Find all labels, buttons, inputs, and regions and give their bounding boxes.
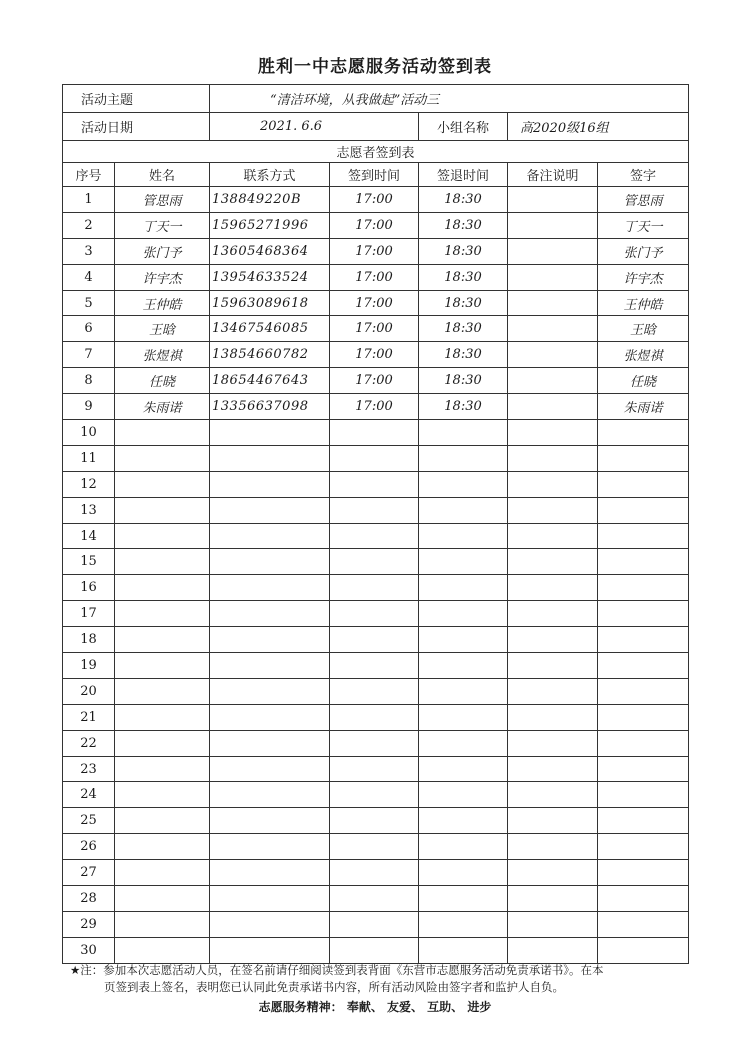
row-remark bbox=[508, 730, 598, 756]
table-row bbox=[63, 704, 689, 730]
row-remark bbox=[508, 187, 598, 213]
row-name bbox=[115, 653, 210, 679]
row-remark bbox=[508, 834, 598, 860]
row-signature bbox=[598, 471, 689, 497]
row-seq: 15 bbox=[63, 549, 115, 575]
row-checkout-time bbox=[419, 575, 508, 601]
section-title: 志愿者签到表 bbox=[63, 141, 689, 163]
date-label: 活动日期 bbox=[63, 113, 210, 141]
row-seq: 21 bbox=[63, 704, 115, 730]
table-row bbox=[63, 290, 689, 316]
row-seq: 24 bbox=[63, 782, 115, 808]
row-signature: 许宇杰 bbox=[598, 264, 689, 290]
row-seq: 30 bbox=[63, 937, 115, 963]
row-name bbox=[115, 678, 210, 704]
row-seq: 26 bbox=[63, 834, 115, 860]
table-row bbox=[63, 886, 689, 912]
row-checkin-time: 17:00 bbox=[330, 238, 419, 264]
row-signature: 管思雨 bbox=[598, 187, 689, 213]
row-phone: 13954633524 bbox=[210, 264, 330, 290]
header-row bbox=[63, 163, 689, 187]
header-seq: 序号 bbox=[63, 163, 115, 187]
row-name bbox=[115, 886, 210, 912]
row-name bbox=[115, 627, 210, 653]
row-checkout-time: 18:30 bbox=[419, 394, 508, 420]
date-row bbox=[63, 113, 689, 141]
row-seq: 5 bbox=[63, 290, 115, 316]
row-remark bbox=[508, 782, 598, 808]
table-row bbox=[63, 782, 689, 808]
row-checkin-time: 17:00 bbox=[330, 290, 419, 316]
row-name bbox=[115, 549, 210, 575]
row-remark bbox=[508, 937, 598, 963]
row-checkout-time: 18:30 bbox=[419, 238, 508, 264]
row-signature bbox=[598, 704, 689, 730]
row-checkout-time bbox=[419, 911, 508, 937]
row-checkout-time bbox=[419, 834, 508, 860]
row-checkin-time bbox=[330, 730, 419, 756]
row-signature: 任晓 bbox=[598, 368, 689, 394]
row-checkin-time bbox=[330, 497, 419, 523]
row-remark bbox=[508, 264, 598, 290]
row-checkout-time bbox=[419, 756, 508, 782]
row-checkout-time: 18:30 bbox=[419, 316, 508, 342]
row-signature bbox=[598, 445, 689, 471]
row-seq: 22 bbox=[63, 730, 115, 756]
row-phone: 13467546085 bbox=[210, 316, 330, 342]
row-name: 朱雨诺 bbox=[115, 394, 210, 420]
row-signature bbox=[598, 782, 689, 808]
row-checkin-time bbox=[330, 704, 419, 730]
row-phone bbox=[210, 704, 330, 730]
row-phone: 13356637098 bbox=[210, 394, 330, 420]
row-name bbox=[115, 808, 210, 834]
row-checkout-time bbox=[419, 601, 508, 627]
row-checkin-time bbox=[330, 860, 419, 886]
row-name bbox=[115, 937, 210, 963]
row-phone: 13605468364 bbox=[210, 238, 330, 264]
row-seq: 6 bbox=[63, 316, 115, 342]
topic-row bbox=[63, 85, 689, 113]
row-remark bbox=[508, 445, 598, 471]
row-seq: 27 bbox=[63, 860, 115, 886]
topic-label: 活动主题 bbox=[63, 85, 210, 113]
row-checkout-time: 18:30 bbox=[419, 264, 508, 290]
row-signature bbox=[598, 653, 689, 679]
note-line-2: 页签到表上签名，表明您已认同此免责承诺书内容，所有活动风险由签字者和监护人自负。 bbox=[104, 980, 564, 994]
row-seq: 13 bbox=[63, 497, 115, 523]
table-row bbox=[63, 860, 689, 886]
row-name bbox=[115, 445, 210, 471]
table-row bbox=[63, 730, 689, 756]
row-phone bbox=[210, 497, 330, 523]
row-signature bbox=[598, 523, 689, 549]
row-phone bbox=[210, 886, 330, 912]
row-checkout-time: 18:30 bbox=[419, 342, 508, 368]
group-value: 高2020级16组 bbox=[508, 113, 689, 141]
row-phone bbox=[210, 860, 330, 886]
row-seq: 12 bbox=[63, 471, 115, 497]
header-remark: 备注说明 bbox=[508, 163, 598, 187]
row-signature bbox=[598, 730, 689, 756]
row-phone: 15965271996 bbox=[210, 212, 330, 238]
row-phone bbox=[210, 420, 330, 446]
row-phone bbox=[210, 937, 330, 963]
row-signature bbox=[598, 834, 689, 860]
row-name: 王晗 bbox=[115, 316, 210, 342]
row-name: 王仲皓 bbox=[115, 290, 210, 316]
row-name: 许宇杰 bbox=[115, 264, 210, 290]
row-seq: 1 bbox=[63, 187, 115, 213]
row-signature bbox=[598, 420, 689, 446]
row-phone bbox=[210, 653, 330, 679]
row-checkin-time bbox=[330, 756, 419, 782]
header-checkout: 签退时间 bbox=[419, 163, 508, 187]
row-remark bbox=[508, 368, 598, 394]
row-signature: 张门予 bbox=[598, 238, 689, 264]
table-row bbox=[63, 368, 689, 394]
row-checkout-time bbox=[419, 937, 508, 963]
row-checkin-time bbox=[330, 627, 419, 653]
table-row bbox=[63, 523, 689, 549]
row-signature: 王晗 bbox=[598, 316, 689, 342]
row-checkout-time bbox=[419, 860, 508, 886]
row-checkin-time: 17:00 bbox=[330, 368, 419, 394]
row-checkout-time bbox=[419, 497, 508, 523]
row-signature bbox=[598, 601, 689, 627]
row-checkout-time bbox=[419, 627, 508, 653]
table-row bbox=[63, 316, 689, 342]
row-signature bbox=[598, 886, 689, 912]
row-phone bbox=[210, 523, 330, 549]
row-phone bbox=[210, 911, 330, 937]
table-row bbox=[63, 445, 689, 471]
row-signature bbox=[598, 497, 689, 523]
row-phone bbox=[210, 834, 330, 860]
row-checkin-time: 17:00 bbox=[330, 316, 419, 342]
table-row bbox=[63, 342, 689, 368]
row-remark bbox=[508, 497, 598, 523]
row-checkin-time bbox=[330, 471, 419, 497]
row-checkin-time: 17:00 bbox=[330, 212, 419, 238]
row-phone: 138849220B bbox=[210, 187, 330, 213]
row-checkout-time bbox=[419, 886, 508, 912]
row-checkout-time bbox=[419, 782, 508, 808]
table-row bbox=[63, 420, 689, 446]
section-title-row bbox=[63, 141, 689, 163]
row-name bbox=[115, 497, 210, 523]
row-remark bbox=[508, 342, 598, 368]
row-remark bbox=[508, 756, 598, 782]
row-checkin-time bbox=[330, 445, 419, 471]
row-name bbox=[115, 756, 210, 782]
row-checkin-time bbox=[330, 523, 419, 549]
row-seq: 29 bbox=[63, 911, 115, 937]
row-phone bbox=[210, 782, 330, 808]
row-name: 丁天一 bbox=[115, 212, 210, 238]
table-row bbox=[63, 911, 689, 937]
header-sign: 签字 bbox=[598, 163, 689, 187]
row-seq: 25 bbox=[63, 808, 115, 834]
row-checkin-time: 17:00 bbox=[330, 187, 419, 213]
row-remark bbox=[508, 653, 598, 679]
row-remark bbox=[508, 678, 598, 704]
row-remark bbox=[508, 394, 598, 420]
table-row bbox=[63, 678, 689, 704]
row-signature bbox=[598, 678, 689, 704]
table-row bbox=[63, 937, 689, 963]
row-signature bbox=[598, 575, 689, 601]
row-remark bbox=[508, 212, 598, 238]
row-name: 任晓 bbox=[115, 368, 210, 394]
row-checkin-time: 17:00 bbox=[330, 342, 419, 368]
row-checkin-time bbox=[330, 937, 419, 963]
row-checkin-time bbox=[330, 575, 419, 601]
row-name bbox=[115, 860, 210, 886]
row-checkin-time bbox=[330, 834, 419, 860]
row-seq: 14 bbox=[63, 523, 115, 549]
row-signature bbox=[598, 808, 689, 834]
row-signature bbox=[598, 937, 689, 963]
row-checkin-time bbox=[330, 678, 419, 704]
header-name: 姓名 bbox=[115, 163, 210, 187]
row-remark bbox=[508, 420, 598, 446]
row-phone bbox=[210, 471, 330, 497]
row-checkout-time: 18:30 bbox=[419, 290, 508, 316]
row-checkout-time bbox=[419, 678, 508, 704]
row-checkout-time bbox=[419, 808, 508, 834]
row-checkout-time: 18:30 bbox=[419, 212, 508, 238]
row-seq: 7 bbox=[63, 342, 115, 368]
row-phone bbox=[210, 808, 330, 834]
table-row bbox=[63, 575, 689, 601]
table-row bbox=[63, 627, 689, 653]
row-phone bbox=[210, 678, 330, 704]
table-row bbox=[63, 212, 689, 238]
row-phone bbox=[210, 445, 330, 471]
note-line-1: ★注：参加本次志愿活动人员，在签名前请仔细阅读签到表背面《东营市志愿服务活动免责承诺书》。在本 bbox=[70, 963, 604, 977]
row-checkin-time bbox=[330, 911, 419, 937]
row-seq: 9 bbox=[63, 394, 115, 420]
signin-table bbox=[62, 84, 689, 964]
row-signature: 王仲皓 bbox=[598, 290, 689, 316]
row-remark bbox=[508, 860, 598, 886]
row-phone bbox=[210, 627, 330, 653]
page-title: 胜利一中志愿服务活动签到表 bbox=[258, 57, 492, 77]
row-name bbox=[115, 834, 210, 860]
header-contact: 联系方式 bbox=[210, 163, 330, 187]
row-seq: 20 bbox=[63, 678, 115, 704]
row-checkout-time bbox=[419, 704, 508, 730]
row-remark bbox=[508, 575, 598, 601]
table-row bbox=[63, 187, 689, 213]
row-name: 张门予 bbox=[115, 238, 210, 264]
row-name bbox=[115, 471, 210, 497]
row-name bbox=[115, 575, 210, 601]
row-signature bbox=[598, 627, 689, 653]
row-name bbox=[115, 911, 210, 937]
row-name bbox=[115, 730, 210, 756]
row-checkout-time bbox=[419, 523, 508, 549]
row-signature: 张煜祺 bbox=[598, 342, 689, 368]
row-seq: 3 bbox=[63, 238, 115, 264]
row-name: 张煜祺 bbox=[115, 342, 210, 368]
table-row bbox=[63, 264, 689, 290]
row-checkout-time: 18:30 bbox=[419, 368, 508, 394]
row-checkin-time bbox=[330, 886, 419, 912]
row-checkin-time bbox=[330, 549, 419, 575]
notes bbox=[70, 962, 690, 996]
row-checkin-time bbox=[330, 601, 419, 627]
row-checkout-time bbox=[419, 730, 508, 756]
row-signature bbox=[598, 860, 689, 886]
row-remark bbox=[508, 523, 598, 549]
row-name bbox=[115, 523, 210, 549]
row-name bbox=[115, 704, 210, 730]
row-seq: 4 bbox=[63, 264, 115, 290]
row-remark bbox=[508, 471, 598, 497]
volunteer-motto: 志愿服务精神： 奉献、 友爱、 互助、 进步 bbox=[258, 1000, 492, 1014]
row-checkout-time bbox=[419, 471, 508, 497]
row-phone bbox=[210, 601, 330, 627]
row-phone bbox=[210, 756, 330, 782]
row-name bbox=[115, 420, 210, 446]
table-row bbox=[63, 549, 689, 575]
row-seq: 17 bbox=[63, 601, 115, 627]
row-name bbox=[115, 601, 210, 627]
table-row bbox=[63, 808, 689, 834]
row-checkout-time bbox=[419, 653, 508, 679]
table-row bbox=[63, 834, 689, 860]
row-checkin-time bbox=[330, 808, 419, 834]
row-checkin-time: 17:00 bbox=[330, 394, 419, 420]
row-phone: 15963089618 bbox=[210, 290, 330, 316]
table-row bbox=[63, 471, 689, 497]
row-phone bbox=[210, 549, 330, 575]
row-phone: 13854660782 bbox=[210, 342, 330, 368]
row-remark bbox=[508, 704, 598, 730]
row-seq: 18 bbox=[63, 627, 115, 653]
row-checkout-time bbox=[419, 420, 508, 446]
row-name bbox=[115, 782, 210, 808]
row-remark bbox=[508, 627, 598, 653]
table-row bbox=[63, 601, 689, 627]
row-signature bbox=[598, 756, 689, 782]
row-checkout-time bbox=[419, 445, 508, 471]
row-remark bbox=[508, 808, 598, 834]
row-signature bbox=[598, 549, 689, 575]
group-label: 小组名称 bbox=[419, 113, 508, 141]
table-row bbox=[63, 756, 689, 782]
row-checkin-time bbox=[330, 782, 419, 808]
row-phone: 18654467643 bbox=[210, 368, 330, 394]
row-remark bbox=[508, 549, 598, 575]
row-seq: 8 bbox=[63, 368, 115, 394]
date-value: 2021. 6.6 bbox=[210, 113, 419, 141]
row-seq: 2 bbox=[63, 212, 115, 238]
topic-value: “清洁环境，从我做起”活动三 bbox=[210, 85, 689, 113]
row-remark bbox=[508, 290, 598, 316]
row-name: 管思雨 bbox=[115, 187, 210, 213]
table-row bbox=[63, 497, 689, 523]
row-phone bbox=[210, 730, 330, 756]
row-seq: 19 bbox=[63, 653, 115, 679]
row-phone bbox=[210, 575, 330, 601]
table-row bbox=[63, 653, 689, 679]
row-checkout-time: 18:30 bbox=[419, 187, 508, 213]
row-seq: 10 bbox=[63, 420, 115, 446]
row-signature: 丁天一 bbox=[598, 212, 689, 238]
row-remark bbox=[508, 238, 598, 264]
table-row bbox=[63, 238, 689, 264]
row-checkin-time: 17:00 bbox=[330, 264, 419, 290]
row-signature bbox=[598, 911, 689, 937]
row-remark bbox=[508, 886, 598, 912]
row-seq: 16 bbox=[63, 575, 115, 601]
row-signature: 朱雨诺 bbox=[598, 394, 689, 420]
row-remark bbox=[508, 316, 598, 342]
row-remark bbox=[508, 601, 598, 627]
row-seq: 28 bbox=[63, 886, 115, 912]
row-checkin-time bbox=[330, 653, 419, 679]
row-checkin-time bbox=[330, 420, 419, 446]
row-checkout-time bbox=[419, 549, 508, 575]
row-remark bbox=[508, 911, 598, 937]
table-row bbox=[63, 394, 689, 420]
header-checkin: 签到时间 bbox=[330, 163, 419, 187]
row-seq: 11 bbox=[63, 445, 115, 471]
row-seq: 23 bbox=[63, 756, 115, 782]
